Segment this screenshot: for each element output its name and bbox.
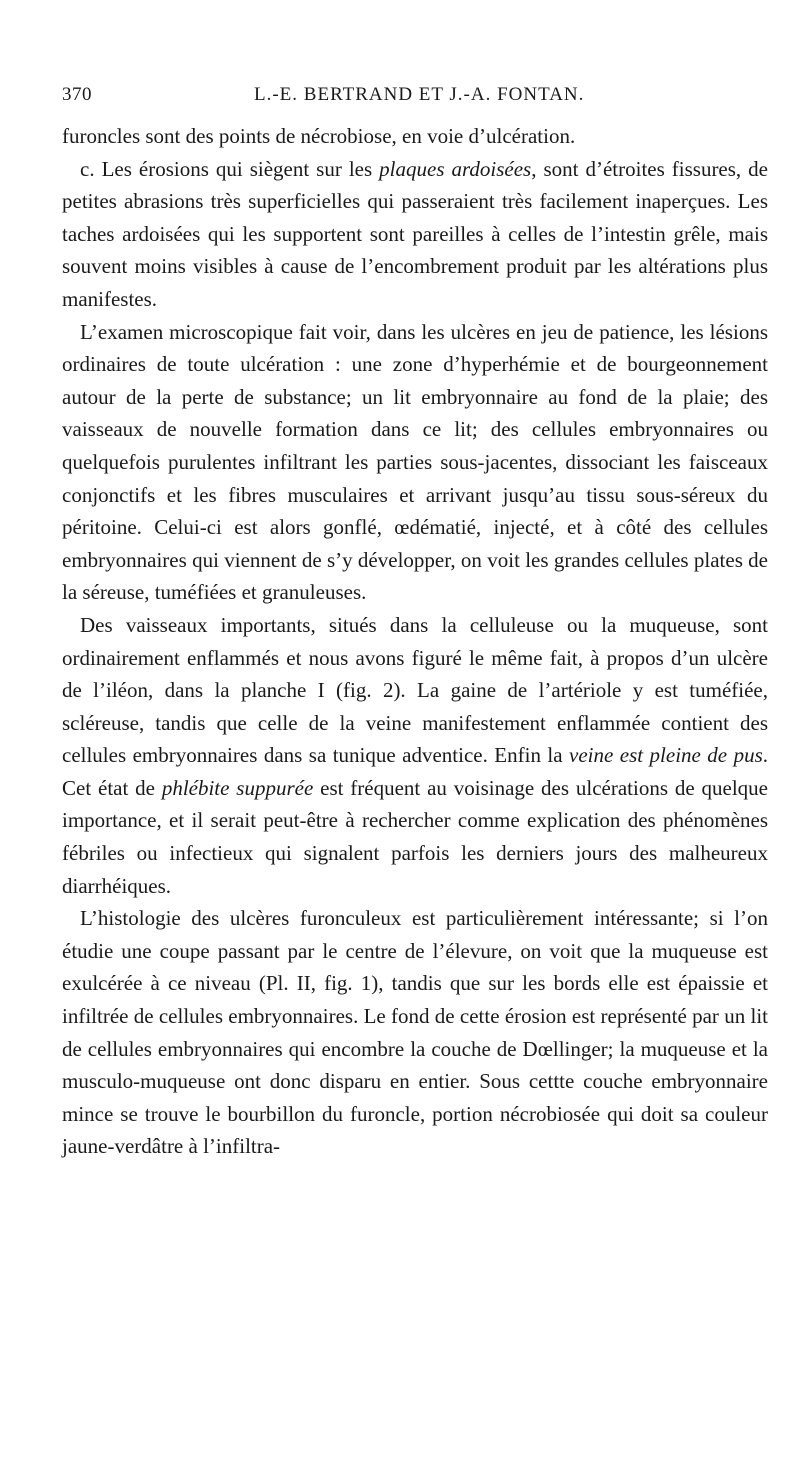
paragraph-5-text: L’histologie des ulcères furonculeux est particulièrement intéressante; si l’on étudie une coupe passant par le centre de l’élevure, on voit que la muqueuse est exulcérée à ce niveau (Pl. II, fig. 1), tandis que sur les bords elle est épaissie et infiltrée de cellules embryonnaires. Le fond de cette érosion est représenté par un lit de cellules embryonnaires qui encombre la couche de Dœllinger; la muqueuse et la musculo-muqueuse ont donc disparu en entier. Sous cettte couche embryonnaire mince se trouve le bourbillon du furoncle, portion nécrobiosée qui doit sa couleur jaune-verdâtre à l’infiltra-	[62, 906, 768, 1159]
paragraph-2-italic-1: plaques ardoisées	[379, 156, 532, 181]
paragraph-3	[62, 316, 768, 609]
paragraph-2-text-a: c. Les érosions qui siègent sur les	[80, 156, 380, 181]
running-head: L.-E. BERTRAND ET J.-A. FONTAN.	[254, 84, 585, 105]
book-page	[62, 84, 768, 1163]
paragraph-5	[62, 902, 768, 1163]
paragraph-1-text: furoncles sont des points de nécrobiose, en voie d’ulcération.	[62, 124, 576, 148]
page-number: 370	[62, 84, 92, 105]
paragraph-4-italic-1: veine est pleine de pus	[569, 743, 763, 768]
page-header	[62, 84, 768, 120]
paragraph-4-text-b: . Cet état de	[62, 743, 768, 800]
paragraph-4-text-a: Des vaisseaux importants, situés dans la celluleuse ou la muqueuse, sont ordinairement enflammés et nous avons figuré le même fait, à propos d’un ulcère de l’iléon, dans la planche I (fig. 2). La gaine de l’artériole y est tuméfiée, scléreuse, tandis que celle de la veine manifestement enflammée contient des cellules embryonnaires dans sa tunique adventice. Enfin la	[62, 612, 768, 768]
paragraph-3-text: L’examen microscopique fait voir, dans les ulcères en jeu de patience, les lésions ordinaires de toute ulcération : une zone d’hyperhémie et de bourgeonnement autour de la perte de substance; un lit embryonnaire au fond de la plaie; des vaisseaux de nouvelle formation dans ce lit; des cellules embryonnaires ou quelquefois purulentes infiltrant les parties sous-jacentes, dissociant les faisceaux conjonctifs et les fibres musculaires et arrivant jusqu’au tissu sous-séreux du péritoine. Celui-ci est alors gonflé, œdématié, injecté, et à côté des cellules embryonnaires qui viennent de s’y développer, on voit les grandes cellules plates de la séreuse, tuméfiées et granuleuses.	[62, 319, 768, 605]
body-text	[62, 120, 768, 1163]
paragraph-4	[62, 609, 768, 902]
paragraph-2-text-b: , sont d’étroites fissures, de petites abrasions très superficielles qui passeraient très facilement inaperçues. Les taches ardoisées qui les supportent sont pareilles à celles de l’intestin grêle, mais souvent moins visibles à cause de l’encombrement produit par les altérations plus manifestes.	[62, 156, 768, 311]
paragraph-4-italic-2: phlébite suppurée	[161, 775, 314, 800]
paragraph-4-text-c: est fréquent au voisinage des ulcérations de quelque importance, et il serait peut-être à rechercher comme explication des phénomènes fébriles ou infectieux qui signalent parfois les derniers jours des malheureux diarrhéiques.	[62, 775, 768, 898]
paragraph-1	[62, 120, 768, 153]
paragraph-2	[62, 153, 768, 316]
